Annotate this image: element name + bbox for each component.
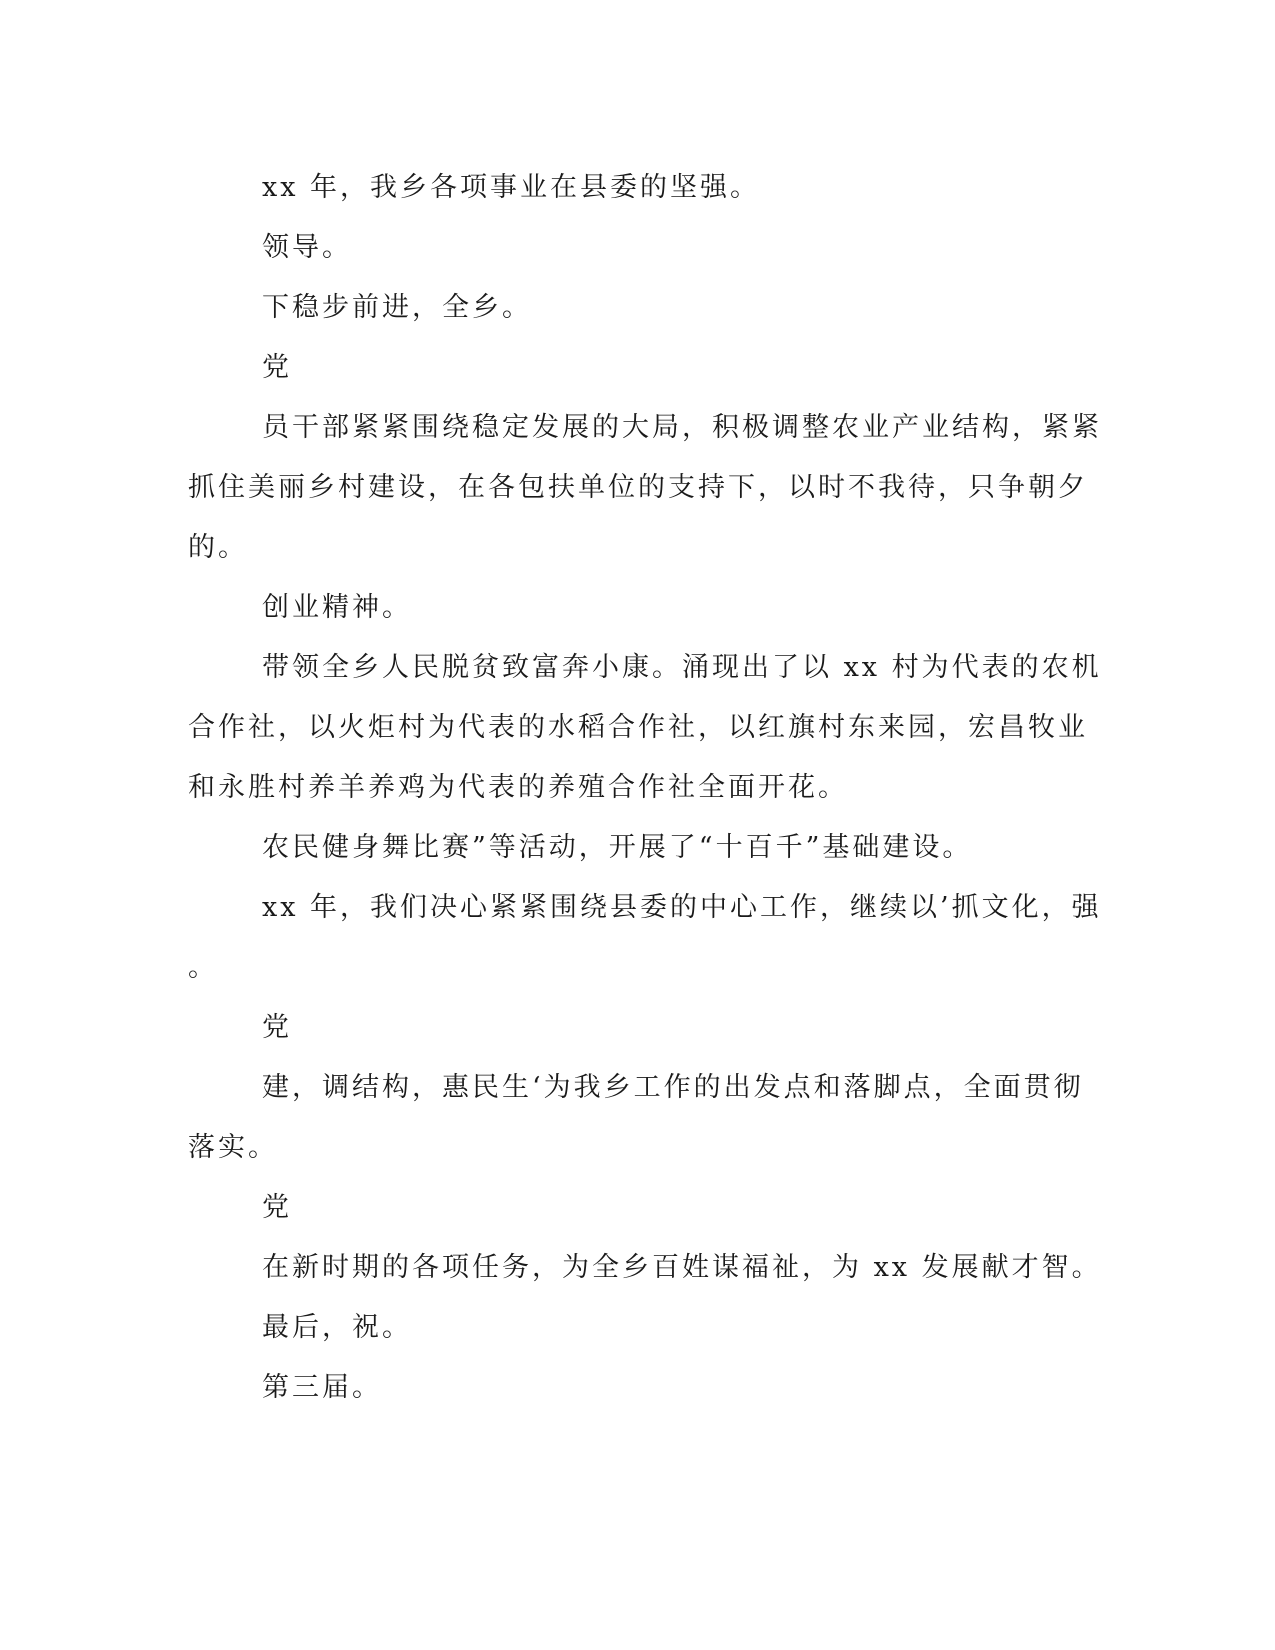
paragraph-line: 党 <box>262 1012 292 1043</box>
paragraph-line: xx 年，我乡各项事业在县委的坚强。 <box>262 172 761 203</box>
paragraph-9 <box>188 878 1102 998</box>
document-body <box>188 158 1102 1418</box>
paragraph-line: 党 <box>262 352 292 383</box>
paragraph-line: 最后，祝。 <box>262 1312 412 1343</box>
paragraph-10 <box>188 998 1078 1058</box>
paragraph-4 <box>188 338 1078 398</box>
paragraph-11 <box>188 1058 1084 1178</box>
paragraph-line: 领导。 <box>262 232 352 263</box>
paragraph-line: 创业精神。 <box>262 592 412 623</box>
paragraph-line: 落实。 <box>188 1132 278 1163</box>
paragraph-6 <box>188 578 1078 638</box>
paragraph-5 <box>188 398 1102 578</box>
paragraph-12 <box>188 1178 1078 1238</box>
paragraph-line: xx 年，我们决心紧紧围绕县委的中心工作，继续以’抓文化，强 <box>262 892 1102 923</box>
paragraph-line: 带领全乡人民脱贫致富奔小康。涌现出了以 xx 村为代表的农机 <box>262 652 1102 683</box>
paragraph-7 <box>188 638 1102 818</box>
paragraph-8 <box>188 818 1078 878</box>
paragraph-line: 合作社，以火炬村为代表的水稻合作社，以红旗村东来园，宏昌牧业 <box>188 712 1088 743</box>
paragraph-line: 的。 <box>188 532 248 563</box>
paragraph-line: 农民健身舞比赛”等活动，开展了“十百千”基础建设。 <box>262 832 973 863</box>
paragraph-15 <box>188 1358 1078 1418</box>
paragraph-14 <box>188 1298 1078 1358</box>
paragraph-2 <box>188 218 1078 278</box>
paragraph-1 <box>188 158 1078 218</box>
paragraph-line: 第三届。 <box>262 1372 382 1403</box>
paragraph-3 <box>188 278 1078 338</box>
paragraph-line: 员干部紧紧围绕稳定发展的大局，积极调整农业产业结构，紧紧 <box>262 412 1102 443</box>
paragraph-13 <box>188 1238 1102 1298</box>
paragraph-line: 建，调结构，惠民生‘为我乡工作的出发点和落脚点，全面贯彻 <box>262 1072 1084 1103</box>
paragraph-line: 在新时期的各项任务，为全乡百姓谋福祉，为 xx 发展献才智。 <box>262 1252 1102 1283</box>
paragraph-line: 党 <box>262 1192 292 1223</box>
paragraph-line: 和永胜村养羊养鸡为代表的养殖合作社全面开花。 <box>188 772 848 803</box>
paragraph-line: 下稳步前进，全乡。 <box>262 292 532 323</box>
paragraph-line: 抓住美丽乡村建设，在各包扶单位的支持下，以时不我待，只争朝夕 <box>188 472 1088 503</box>
paragraph-line: 。 <box>188 952 218 983</box>
